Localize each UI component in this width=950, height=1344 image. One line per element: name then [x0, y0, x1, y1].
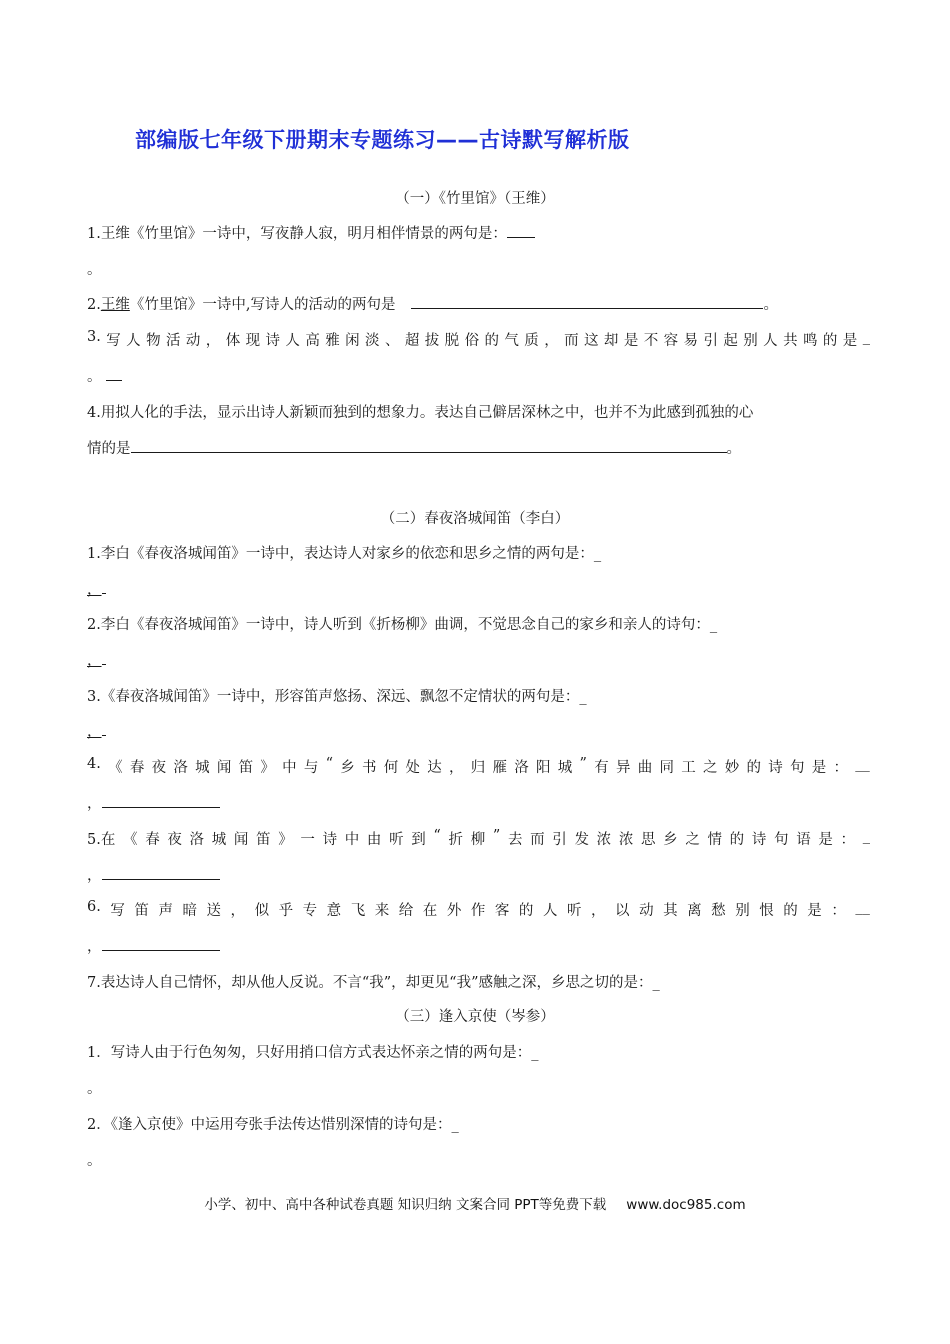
- question-char: ：: [833, 760, 848, 776]
- question-char: 思: [640, 832, 656, 848]
- question-1-4-line-a: 4.用拟人化的手法，显示出诗人新颖而独到的想象力。表达自己僻居深林之中，也并不为此感到孤独的心: [87, 405, 754, 421]
- question-char: 给: [398, 903, 414, 919]
- poet-name: 王维: [100, 297, 130, 313]
- question-char: 《: [123, 832, 138, 848]
- comma: ，: [87, 939, 102, 955]
- question-3-1: 1．写诗人由于行色匆匆，只好用捎口信方式表达怀亲之情的两句是：_: [87, 1045, 539, 1061]
- question-char: 超: [404, 333, 420, 349]
- question-number: 2.: [87, 297, 101, 313]
- answer-line-2-3: [87, 720, 106, 741]
- question-char: 3.: [87, 329, 101, 345]
- question-char: 句: [774, 832, 789, 848]
- question-char: 别: [735, 903, 750, 919]
- question-char: 的: [518, 903, 534, 919]
- question-char: ，: [591, 903, 606, 919]
- question-char: 书: [362, 760, 377, 776]
- question-char: 的: [783, 903, 798, 919]
- question-char: ，: [205, 333, 221, 349]
- question-char: 乡: [340, 760, 355, 776]
- question-2-3: 3.《春夜洛城闻笛》一诗中，形容笛声悠扬、深远、飘忽不定情状的两句是：_: [87, 689, 587, 705]
- question-char: 句: [789, 760, 805, 776]
- question-char: 恨: [759, 903, 774, 919]
- question-char: 洛: [514, 760, 529, 776]
- question-char: 达: [427, 760, 442, 776]
- answer-blank: [131, 438, 727, 453]
- question-char: 夜: [167, 832, 182, 848]
- answer-line-2-5: [87, 864, 220, 885]
- answer-blank: [411, 294, 763, 309]
- question-char: 城: [195, 760, 210, 776]
- question-char: 活: [165, 333, 181, 349]
- question-2-7: 7.表达诗人自己情怀，却从他人反说。不言“我”，却更见“我”感触之深，乡思之切的是：_: [87, 975, 660, 991]
- question-char: 中: [282, 760, 297, 776]
- question-char: ，: [449, 760, 464, 776]
- answer-blank: [106, 366, 122, 381]
- question-char: 来: [374, 903, 390, 919]
- question-char: 同: [659, 760, 674, 776]
- question-char: 浓: [618, 832, 634, 848]
- question-3-2: 2．《逢入京使》中运用夸张手法传达惜别深情的诗句是：_: [87, 1117, 459, 1133]
- question-char: 的: [746, 760, 761, 776]
- answer-blank: [102, 865, 220, 880]
- document-title: 部编版七年级下册期末专题练习——古诗默写解析版: [135, 128, 630, 152]
- question-char: 愁: [711, 903, 726, 919]
- question-char: __: [855, 756, 870, 772]
- footer-text: 小学、初中、高中各种试卷真题 知识归纳 文案合同 PPT等免费下载: [204, 1197, 607, 1213]
- question-char: 引: [552, 832, 567, 848]
- comma-blank: ，: [87, 653, 102, 669]
- question-char: 诗: [751, 832, 767, 848]
- question-char: 浓: [596, 832, 612, 848]
- period: 。: [763, 297, 778, 313]
- question-char: 、: [384, 333, 400, 349]
- question-char: 却: [603, 333, 619, 349]
- question-char: 的: [484, 333, 499, 349]
- question-char: 诗: [768, 760, 783, 776]
- question-char: _: [862, 828, 870, 844]
- question-char: 客: [494, 903, 510, 919]
- question-char: 到: [411, 832, 426, 848]
- question-char: 中: [344, 832, 360, 848]
- question-char: 作: [470, 903, 486, 919]
- question-char: 异: [615, 760, 631, 776]
- question-char: 闻: [216, 760, 232, 776]
- question-char: 专: [302, 903, 318, 919]
- question-text: 1.王维《竹里馆》一诗中，写夜静人寂，明月相伴情景的两句是：: [87, 226, 507, 242]
- comma-blank: ，: [87, 724, 102, 740]
- page-footer: [0, 1193, 950, 1213]
- question-char: 动: [185, 333, 201, 349]
- question-char: 拔: [424, 333, 440, 349]
- question-char: 乡: [663, 832, 678, 848]
- answer-line-2-1: [87, 578, 106, 599]
- question-char: 不: [643, 333, 659, 349]
- question-char: 洛: [173, 760, 188, 776]
- question-2-6: [87, 899, 870, 920]
- question-char: 妙: [724, 760, 740, 776]
- question-char: 以: [615, 903, 630, 919]
- question-char: 别: [743, 333, 758, 349]
- question-char: 俗: [464, 333, 480, 349]
- question-char: 之: [685, 832, 700, 848]
- question-char: 脱: [444, 333, 460, 349]
- question-char: 去: [507, 832, 523, 848]
- question-char: ，: [544, 333, 559, 349]
- question-3-1-end: 。: [87, 1081, 102, 1097]
- question-char: 笛: [256, 832, 271, 848]
- question-char: ”: [579, 756, 587, 772]
- question-char: 之: [702, 760, 718, 776]
- question-1-2: [87, 293, 778, 314]
- question-char: 笛: [238, 760, 254, 776]
- question-char: 离: [687, 903, 702, 919]
- question-char: 而: [564, 333, 579, 349]
- question-char: 雅: [325, 333, 340, 349]
- answer-blank: [102, 936, 220, 951]
- question-char: 写: [110, 903, 125, 919]
- question-char: 送: [206, 903, 221, 919]
- question-char: 人: [763, 333, 778, 349]
- question-char: 闻: [233, 832, 249, 848]
- question-text: 《竹里馆》一诗中,写诗人的活动的两句是: [129, 297, 396, 313]
- question-char: _: [862, 329, 870, 345]
- question-char: 易: [683, 333, 699, 349]
- question-char: 雁: [492, 760, 508, 776]
- question-char: 意: [326, 903, 342, 919]
- comma-blank: ，: [87, 582, 102, 598]
- question-char: 归: [470, 760, 486, 776]
- question-2-2: 2.李白《春夜洛城闻笛》一诗中，诗人听到《折杨柳》曲调，不觉思念自己的家乡和亲人的诗句：_: [87, 617, 718, 633]
- question-char: __: [855, 899, 870, 915]
- question-char: 由: [366, 832, 382, 848]
- question-char: 诗: [322, 832, 338, 848]
- question-char: “: [325, 756, 334, 772]
- question-char: 《: [108, 760, 123, 776]
- question-char: 是: [811, 760, 827, 776]
- question-2-1: 1.李白《春夜洛城闻笛》一诗中，表达诗人对家乡的依恋和思乡之情的两句是：_: [87, 546, 602, 562]
- question-char: 现: [245, 333, 261, 349]
- question-char: 的: [729, 832, 745, 848]
- question-1-1: [87, 222, 535, 243]
- question-char: 夜: [151, 760, 167, 776]
- question-char: 是: [623, 333, 639, 349]
- section-heading-3: （三）逢入京使（岑参）: [395, 1009, 555, 1025]
- question-1-1-end: 。: [87, 262, 102, 278]
- question-char: 飞: [350, 903, 366, 919]
- question-char: 质: [524, 333, 539, 349]
- question-char: 笛: [134, 903, 149, 919]
- question-char: 语: [796, 832, 811, 848]
- question-1-4-line-b: [87, 437, 741, 458]
- comma: ，: [87, 796, 102, 812]
- question-char: 起: [723, 333, 738, 349]
- question-char: ：: [840, 832, 856, 848]
- question-2-4: [87, 756, 870, 777]
- question-char: 处: [405, 760, 421, 776]
- question-char: 阳: [536, 760, 551, 776]
- question-char: 乎: [278, 903, 294, 919]
- question-char: ：: [831, 903, 846, 919]
- question-char: 6.: [87, 899, 101, 915]
- question-char: 外: [446, 903, 462, 919]
- question-char: 工: [681, 760, 696, 776]
- question-char: “: [433, 828, 441, 844]
- question-char: 暗: [182, 903, 197, 919]
- period: 。: [726, 441, 741, 457]
- question-char: 物: [146, 333, 161, 349]
- question-char: 柳: [470, 832, 486, 848]
- question-char: 春: [129, 760, 145, 776]
- question-char: 鸣: [802, 333, 818, 349]
- question-char: 写: [106, 333, 121, 349]
- question-char: 5.在: [87, 832, 116, 848]
- question-char: 这: [584, 333, 599, 349]
- question-char: 城: [557, 760, 573, 776]
- question-char: 诗: [265, 333, 280, 349]
- question-char: 与: [303, 760, 319, 776]
- question-char: 一: [300, 832, 315, 848]
- question-char: 曲: [637, 760, 653, 776]
- question-char: 容: [663, 333, 679, 349]
- question-char: 是: [842, 333, 858, 349]
- question-char: 情: [707, 832, 722, 848]
- question-char: 》: [278, 832, 293, 848]
- section-heading-1: （一）《竹里馆》（王维）: [395, 191, 555, 207]
- question-char: 发: [574, 832, 589, 848]
- question-char: 何: [383, 760, 399, 776]
- answer-blank: [507, 223, 535, 238]
- question-char: 其: [663, 903, 678, 919]
- question-char: 声: [158, 903, 173, 919]
- question-char: 的: [822, 333, 838, 349]
- question-char: 洛: [189, 832, 205, 848]
- question-char: 引: [703, 333, 718, 349]
- question-char: 有: [594, 760, 609, 776]
- footer-url[interactable]: www.doc985.com: [626, 1197, 746, 1213]
- question-3-2-end: 。: [87, 1153, 102, 1169]
- question-char: 是: [807, 903, 822, 919]
- question-char: 气: [504, 333, 519, 349]
- question-char: 人: [285, 333, 300, 349]
- question-char: 听: [389, 832, 404, 848]
- question-char: 人: [542, 903, 558, 919]
- question-1-3: [87, 329, 870, 350]
- section-heading-2: （二）春夜洛城闻笛（李白）: [380, 511, 570, 527]
- question-char: 听: [566, 903, 582, 919]
- question-char: 共: [783, 333, 798, 349]
- question-char: 春: [145, 832, 160, 848]
- answer-line-2-6: [87, 935, 220, 956]
- question-text: 情的是: [87, 441, 131, 457]
- question-char: ，: [230, 903, 246, 919]
- question-char: 似: [254, 903, 270, 919]
- answer-line-2-2: [87, 649, 106, 670]
- question-char: 是: [818, 832, 833, 848]
- period: 。: [87, 369, 102, 385]
- question-char: 4.: [87, 756, 101, 772]
- question-char: 体: [225, 333, 241, 349]
- question-char: 高: [305, 333, 320, 349]
- comma: ，: [87, 868, 102, 884]
- question-char: 人: [126, 333, 141, 349]
- question-char: 动: [639, 903, 654, 919]
- question-1-3-end: [87, 365, 122, 386]
- question-char: 》: [260, 760, 275, 776]
- question-2-5: [87, 828, 870, 849]
- question-char: 闲: [345, 333, 360, 349]
- question-char: 淡: [365, 333, 380, 349]
- answer-line-2-4: [87, 792, 220, 813]
- question-char: 折: [448, 832, 464, 848]
- answer-blank: [102, 793, 220, 808]
- question-char: 而: [530, 832, 545, 848]
- question-char: 在: [422, 903, 438, 919]
- question-char: ”: [492, 828, 501, 844]
- question-char: 城: [211, 832, 227, 848]
